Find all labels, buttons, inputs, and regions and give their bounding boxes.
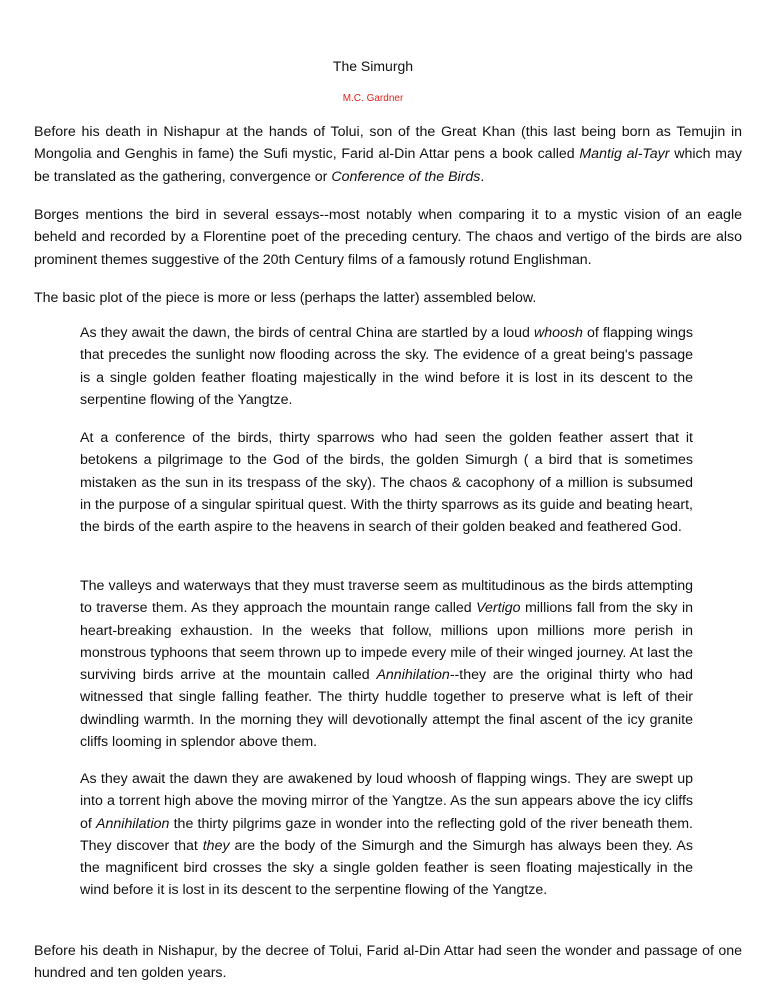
text-run: Borges mentions the bird in several essays--most notably when comparing it to a mystic vision of an eagle beheld and recorded by a Florentine poet of the preceding century. The chaos and vertigo of the birds are also prominent themes suggestive of the 20th Century films of a famously rotund Englishman. bbox=[34, 207, 742, 268]
text-run: As they await the dawn, the birds of central China are startled by a loud bbox=[80, 325, 535, 341]
italic-phrase: Vertigo bbox=[476, 600, 521, 617]
italic-phrase: Conference of the Birds bbox=[331, 168, 481, 185]
quote-paragraph-revelation bbox=[80, 768, 693, 902]
italic-phrase: whoosh bbox=[534, 325, 583, 341]
text-run: of flapping wings that precedes the sunlight now flooding across the sky. The evidence of a great being's passage is a single golden feather floating majestically in the wind before it is lost in its descent to the serpentine flowing of the Yangtze. bbox=[80, 325, 693, 408]
paragraph-plot-intro bbox=[34, 287, 742, 309]
document-title: The Simurgh bbox=[332, 58, 414, 74]
italic-phrase: Annihilation bbox=[96, 815, 170, 832]
text-run: As they await the dawn they are awakened by loud whoosh of flapping wings. They are swept up into a torrent high above the moving mirror of the Yangtze. As the sun appears above the icy cliffs of bbox=[80, 771, 693, 832]
document-author: M.C. Gardner bbox=[342, 93, 404, 104]
quote-paragraph-dawn bbox=[80, 322, 693, 411]
text-run: Before his death in Nishapur, by the decree of Tolui, Farid al-Din Attar had seen the wonder and passage of one hundred and ten golden years. bbox=[34, 943, 742, 982]
text-run: which may be translated as the gathering, convergence or bbox=[34, 146, 742, 185]
paragraph-conclusion bbox=[34, 940, 742, 985]
text-run: are the body of the Simurgh and the Simurgh has always been they. As the magnificent bird crosses the sky a single golden feather is seen floating majestically in the wind before it is lost in its descent to the serpentine flowing of the Yangtze. bbox=[80, 837, 693, 899]
text-run: Before his death in Nishapur at the hands of Tolui, son of the Great Khan (this last being born as Temujin in Mongolia and Genghis in fame) the Sufi mystic, Farid al-Din Attar pens a book called bbox=[34, 124, 742, 163]
text-run: . bbox=[480, 168, 485, 185]
italic-phrase: Mantig al-Tayr bbox=[579, 146, 670, 163]
italic-phrase: Annihilation bbox=[376, 667, 450, 684]
italic-phrase: they bbox=[202, 837, 230, 854]
paragraph-intro bbox=[34, 121, 742, 188]
text-run: millions fall from the sky in heart-breaking exhaustion. In the weeks that follow, millions upon millions more perish in monstrous typhoons that seem thrown up to impede every mile of their winged journey. At last the surviving birds arrive at the mountain called bbox=[80, 600, 693, 684]
text-run: At a conference of the birds, thirty sparrows who had seen the golden feather assert that it betokens a pilgrimage to the God of the birds, the golden Simurgh ( a bird that is sometimes mistaken as the sun in its trespass of the sky). The chaos & cacophony of a million is subsumed in the purpose of a singular spiritual quest. With the thirty sparrows as its guide and beating heart, the birds of the earth aspire to the heavens in search of their golden beaked and feathered God. bbox=[80, 430, 693, 536]
text-run: the thirty pilgrims gaze in wonder into the reflecting gold of the river beneath them. They discover that bbox=[80, 815, 694, 854]
text-run: The valleys and waterways that they must traverse seem as multitudinous as the birds attempting to traverse them. As they approach the mountain range called bbox=[80, 578, 693, 617]
text-run: The basic plot of the piece is more or less (perhaps the latter) assembled below. bbox=[34, 290, 537, 306]
paragraph-borges bbox=[34, 204, 742, 271]
quote-paragraph-journey bbox=[80, 575, 693, 753]
quote-paragraph-conference bbox=[80, 427, 693, 538]
text-run: --they are the original thirty who had witnessed that single falling feather. The thirty huddle together to preserve what is left of their dwindling warmth. In the morning they will devotionally attempt the final ascent of the icy granite cliffs looming in splendor above them. bbox=[80, 667, 693, 751]
